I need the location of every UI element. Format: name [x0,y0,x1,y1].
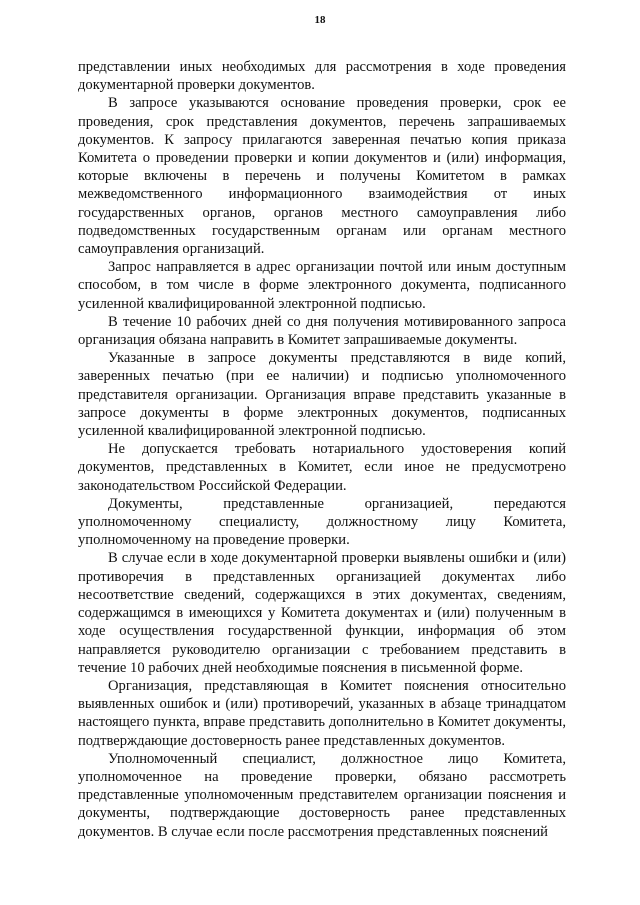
document-body [78,58,566,841]
paragraph: Не допускается требовать нотариального удостоверения копий документов, представленных в Комитет, если иное не предусмотрено законодательством Российской Федерации. [78,441,566,494]
paragraph: Запрос направляется в адрес организации почтой или иным доступным способом, в том числе в форме электронного документа, подписанного усиленной квалифицированной электронной подписью. [78,259,566,312]
page-number: 18 [314,14,326,26]
paragraph: Указанные в запросе документы представляются в виде копий, заверенных печатью (при ее наличии) и подписью уполномоченного представителя организации. Организация вправе представить указанные в запросе документы в форме электронных документов, подписанных усиленной квалифицированной электронной подписью. [78,350,566,440]
paragraph: В случае если в ходе документарной проверки выявлены ошибки и (или) противоречия в представленных организацией документах либо несоответствие сведений, содержащихся в этих документах, сведениям, содержащимся в имеющихся у Комитета документах и (или) полученным в ходе осуществления государственной функции, информация об этом направляется руководителю организации с требованием представить в течение 10 рабочих дней необходимые пояснения в письменной форме. [78,550,566,676]
paragraph: Организация, представляющая в Комитет пояснения относительно выявленных ошибок и (или) противоречий, указанных в абзаце тринадцатом настоящего пункта, вправе представить дополнительно в Комитет документы, подтверждающие достоверность ранее представленных документов. [78,677,566,749]
paragraph: представлении иных необходимых для рассмотрения в ходе проведения документарной проверки документов. [78,59,566,94]
paragraph: Уполномоченный специалист, должностное лицо Комитета, уполномоченное на проведение проверки, обязано рассмотреть представленные уполномоченным представителем организации пояснения и документы, подтверждающие достоверность ранее представленных документов. В случае если после рассмотрения представленных пояснений [78,750,566,840]
paragraph: Документы, представленные организацией, передаются уполномоченному специалисту, должностному лицу Комитета, уполномоченному на проведение проверки. [78,495,566,549]
paragraph: В течение 10 рабочих дней со дня получения мотивированного запроса организация обязана направить в Комитет запрашиваемые документы. [78,313,566,349]
paragraph: В запросе указываются основание проведения проверки, срок ее проведения, срок представления документов, перечень запрашиваемых документов. К запросу прилагаются заверенная печатью копия приказа Комитета о проведении проверки и копии документов и (или) информация, которые включены в перечень и получены Комитетом в рамках межведомственного информационного взаимодействия от иных государственных органов, органов местного самоуправления либо подведомственных государственным органам или органам местного самоуправления организаций. [78,95,566,258]
